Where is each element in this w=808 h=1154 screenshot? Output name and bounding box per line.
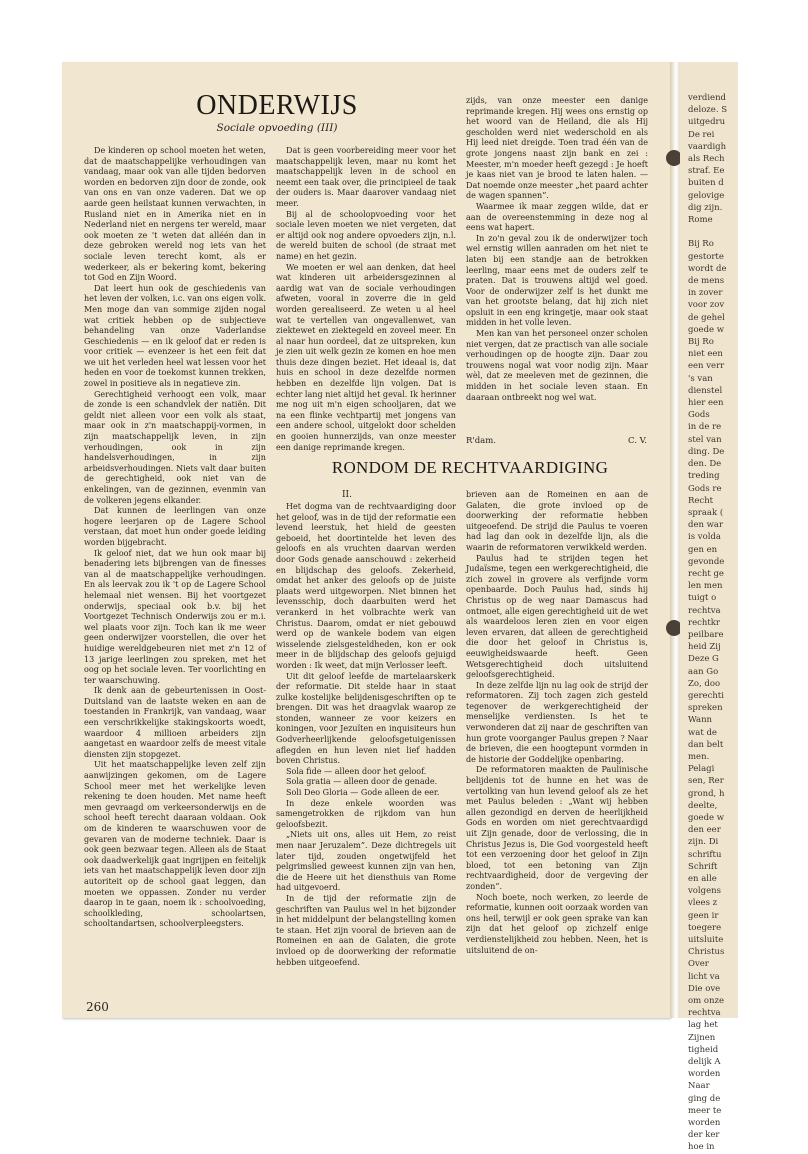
facing-page-line: Die ove bbox=[688, 983, 721, 994]
facing-page-line: vaardigh bbox=[688, 141, 727, 152]
facing-page-line: hoe in bbox=[688, 1142, 715, 1153]
paragraph: Ik geloof niet, dat we hun ook maar bij benadering iets bijbrengen van de finesses van al de maatschappelijke verhoudingen. En als leervak zou ik 't op de Lagere School helemaal niet wensen. Bij het voortgezet onderwijs, speciaal ook b.v. bij het Voortgezet Technisch Onderwijs zou er m.i. wel plaats voor zijn. Toch kan ik me weer geen onderwijzer voorstellen, die over het huidige wereldgebeuren niet met z'n 12 of 13 jarige leerlingen zou spreken, met het oog op het sociale leven. Ter voorlichting en ter waarschuwing. bbox=[84, 548, 266, 685]
facing-page-line: vlees z bbox=[688, 898, 718, 909]
facing-page-line: schriftu bbox=[688, 849, 722, 860]
facing-page-line: gevonde bbox=[688, 556, 725, 567]
paragraph: zijds, van onze meester een danige reprimande kregen. Hij wees ons ernstig op het woord van de Heiland, die als Hij gescholden werd niet wederschold en als Hij leed niet dreigde. Toen trad één van de grote jongens naast zijn bank en zei : Meester, m'n moeder heeft gezegd : Je hoeft je kaas niet van je brood te laten halen. — Dat noemde onze meester „het paard achter de wagen spannen”. bbox=[466, 96, 648, 201]
facing-page-line: Over bbox=[688, 959, 709, 970]
facing-page-line: treding bbox=[688, 471, 720, 482]
facing-page-line: gestorte bbox=[688, 251, 724, 262]
article2-column-3 bbox=[466, 490, 648, 994]
facing-page-line: den war bbox=[688, 520, 724, 531]
facing-page-line: der ker bbox=[688, 1130, 720, 1141]
facing-page-line: buiten d bbox=[688, 178, 724, 189]
facing-page-line: tigheid bbox=[688, 1044, 719, 1055]
facing-page-line: de gehel bbox=[688, 312, 725, 323]
facing-page-line: toegere bbox=[688, 922, 722, 933]
facing-page-line: Zijnen bbox=[688, 1032, 716, 1043]
paragraph: Sola fide — alleen door het geloof. bbox=[286, 766, 427, 776]
paragraph: Dat leert hun ook de geschiedenis van het leven der volken, i.c. van ons eigen volk. Men moge dan van sommige zijden nogal wat critiek hebben op de subjectieve behandeling van onze Vaderlandse Geschiedenis — en ik geloof dat er reden is voor critiek — evenzeer is het een feit dat we uit het verleden heel wat lessen voor het heden en voor de toekomst kunnen trekken, zowel in positieve als in negatieve zin. bbox=[84, 283, 266, 389]
paragraph: Dat kunnen de leerlingen van onze hogere leerjaren op de Lagere School verstaan, dat moet hun onder goede leiding worden bijgebracht. bbox=[84, 506, 266, 547]
facing-page-line: rechtva bbox=[688, 605, 721, 616]
facing-page-line: peilbare bbox=[688, 629, 724, 640]
facing-page-line: ding. De bbox=[688, 446, 725, 457]
facing-page-line: geen ir bbox=[688, 910, 719, 921]
author-initials: C. V. bbox=[628, 436, 647, 446]
facing-page-line: den. De bbox=[688, 459, 722, 470]
facing-page-line bbox=[688, 226, 808, 238]
facing-page-line: niet een bbox=[688, 349, 723, 360]
facing-page-line: uitgedru bbox=[688, 117, 726, 128]
paragraph: Ik denk aan de gebeurtenissen in Oost-Duitsland van de laatste weken en aan de toestanden in Frankrijk, van vandaag, waar een verschrikkelijke stakingskoorts woedt, waardoor 4 millioen arbeiders zijn aangetast en waardoor zelfs de meest vitale diensten zijn stopgezet. bbox=[84, 686, 266, 759]
facing-page-line: dienstel bbox=[688, 385, 723, 396]
facing-page-text bbox=[688, 92, 808, 1154]
facing-page-line: Christus bbox=[688, 947, 725, 958]
facing-page-line: grond, h bbox=[688, 788, 725, 799]
facing-page-line: stel van bbox=[688, 434, 722, 445]
paragraph: Dat is geen voorbereiding meer voor het maatschappelijk leven, maar nu komt het maatschappelijk leven in de school en neemt een taak over, die principieel de taak der ouders is. Maar daarover vandaag niet meer. bbox=[276, 146, 456, 208]
facing-page-line: delijk A bbox=[688, 1057, 721, 1068]
facing-page-line: verdiend bbox=[688, 93, 727, 103]
facing-page-line: deelte, bbox=[688, 800, 718, 811]
facing-page-line: sen, Rer bbox=[688, 776, 724, 787]
facing-page-line: gen en bbox=[688, 544, 718, 555]
facing-page-line: len men bbox=[688, 581, 723, 592]
article2-column-2 bbox=[276, 502, 456, 994]
facing-page-line: goede w bbox=[688, 324, 725, 335]
paragraph: Uit dit geloof leefde de martelaarskerk der reformatie. Dit stelde haar in staat zulke kostelijke belijdenisgeschriften op te brengen. Dit was het draagvlak waarop ze stonden, wanneer ze voor keizers en koningen, voor Jezuïten en inquisiteurs hun Godverheerlijkende geloofsgetuigenissen aflegden en hun leven niet lief hadden boven Christus. bbox=[276, 671, 456, 766]
facing-page-line: wat de bbox=[688, 727, 717, 738]
facing-page-line: Wann bbox=[688, 715, 713, 726]
facing-page-line: Bij Ro bbox=[688, 239, 714, 250]
facing-page-line: goede w bbox=[688, 812, 725, 823]
facing-page-line: Deze G bbox=[688, 654, 719, 665]
facing-page-line: als Rech bbox=[688, 154, 725, 165]
facing-page-line: De rei bbox=[688, 129, 715, 140]
magazine-page bbox=[62, 62, 670, 1018]
paragraph: Soli Deo Gloria — Gode alleen de eer. bbox=[286, 788, 440, 798]
paragraph: Gerechtigheid verhoogt een volk, maar de zonde is een schandvlek der natiën. Dit geldt niet alleen voor een volk als staat, maar ook in z'n maatschappij-vormen, in zijn maatschappelijk leven, in zijn verhoudingen, ook in zijn handelsverhoudingen, in zijn arbeidsverhoudingen. Niets valt daar buiten de gerechtigheid, ook niet van de enkelingen, van de gezinnen, evenmin van de volkeren jegens elkander. bbox=[84, 389, 266, 505]
paragraph: De kinderen op school moeten het weten, dat de maatschappelijke verhoudingen van vandaag, maar ook van alle tijden bedorven worden en bedorven zijn door de zonde, ook van ons en van onze vaderen. Dat we op aarde geen heilstaat kunnen verwachten, in Rusland niet en in Amerika niet en in Nederland niet en nergens ter wereld, maar ook moeten ze 't weten dat alléén dan in deze gebroken wereld nog iets van het sociale leven terecht komt, als er wederkeer, als er bekering komt, bekering tot God en Zijn Woord. bbox=[84, 146, 266, 283]
facing-page-line: gelovige bbox=[688, 190, 725, 201]
facing-page-line: spraak ( bbox=[688, 507, 724, 518]
facing-page-line: rechtva bbox=[688, 1008, 721, 1019]
paragraph: We moeten er wel aan denken, dat heel wat kinderen uit arbeidersgezinnen al aardig wat van de sociale verhoudingen afweten, vooral in zoverre die in geld worden gerealiseerd. Ze weten u al heel wat te vertellen van ongevallenwet, van ziektewet en ziektegeld en zoveel meer. En al naar hun oordeel, dat ze uitspreken, kun je zien uit welk gezin ze komen en hoe men thuis deze dingen beziet. Het ideaal is, dat huis en school in deze dezelfde normen hebben en dezelfde lijn volgen. Dat is echter lang niet altijd het geval. Ik herinner me nog uit m'n eigen schooljaren, dat we na een flinke vechtpartij met jongens van een andere school, uitgelokt door schelden en gooien hunnerzijds, van onze meester een danige reprimande kregen. bbox=[276, 262, 456, 452]
article1-column-3 bbox=[466, 96, 648, 430]
paragraph: Waarmee ik maar zeggen wilde, dat er aan de overeenstemming in deze nog al eens wat hapert. bbox=[466, 201, 648, 233]
paragraph: Bij al de schoolopvoeding voor het sociale leven moeten we niet vergeten, dat er altijd ook nog andere opvoeders zijn, n.l. de wereld buiten de school (de straat met name) en het gezin. bbox=[276, 209, 456, 261]
facing-page-line: uitsluite bbox=[688, 935, 724, 946]
paragraph: Men kan van het personeel onzer scholen niet vergen, dat ze practisch van alle sociale verhoudingen op de hoogte zijn. Daar zou trouwens nogal wat voor nodig zijn. Maar wèl, dat ze meeleven met de gezinnen, die midden in het sociale leven staan. En daaraan ontbreekt nog wel wat. bbox=[466, 329, 648, 402]
facing-page-line: een verr bbox=[688, 361, 725, 372]
facing-page-line: hier een bbox=[688, 398, 724, 409]
facing-page-line: zijn. Di bbox=[688, 837, 719, 848]
facing-page-line: Naar bbox=[688, 1081, 710, 1092]
paragraph: „Niets uit ons, alles uit Hem, zo reist men naar Jeruzalem”. Deze dichtregels uit later tijd, zouden ongetwijfeld het pelgrimslied geweest kunnen zijn van hen, die de Heere uit het diensthuis van Rome had uitgevoerd. bbox=[276, 830, 456, 893]
facing-page-line: Recht bbox=[688, 495, 714, 506]
paragraph: In de tijd der reformatie zijn de geschriften van Paulus wel in het bijzonder in het middelpunt der belangstelling komen te staan. Het zijn vooral de brieven aan de Romeinen en aan de Galaten, die grote invloed op de doorwerking der reformatie hebben uitgeoefend. bbox=[276, 893, 456, 967]
facing-page-line: tuigt o bbox=[688, 593, 717, 604]
facing-page-line: wordt de bbox=[688, 263, 727, 274]
facing-page-line: volgens bbox=[688, 886, 721, 897]
article-title-onderwijs: ONDERWIJS bbox=[196, 90, 358, 121]
facing-page-line: voor zov bbox=[688, 300, 725, 311]
facing-page-line: worden bbox=[688, 1118, 721, 1129]
facing-page-line: Pelagi bbox=[688, 764, 715, 775]
facing-page-line: en alle bbox=[688, 874, 717, 884]
paragraph: In zo'n geval zou ik de onderwijzer toch wel ernstig willen aanraden om het niet te laten bij een standje aan de betrokken leerling, maar eens met de ouders zelf te praten. Dat is trouwens altijd wel goed. Voor de onderwijzer zelf is het dunkt me van het grootste belang, dat hij zich niet opsluit in een eng kringetje, maar ook staat midden in het volle leven. bbox=[466, 233, 648, 328]
facing-page-line: meer te bbox=[688, 1105, 722, 1116]
facing-page-line: ging de bbox=[688, 1093, 721, 1104]
facing-page-line: de mens bbox=[688, 276, 725, 287]
facing-page-line: lag het bbox=[688, 1020, 718, 1031]
facing-page-line: Gods bbox=[688, 410, 710, 421]
paragraph: De reformatoren maakten de Paulinische belijdenis tot de hunne en het was de vertolking van hun levend geloof als ze het met Paulus beleden : „Want wij hebben allen gezondigd en derven de heerlijkheid Gods en worden om niet gerechtvaardigd uit Zijn genade, door de verlossing, die in Christus Jezus is, Die God voorgesteld heeft tot een verzoening door het geloof in Zijn bloed, tot een betoning van Zijn rechtvaardigheid, door de vergeving der zonden”. bbox=[466, 765, 648, 891]
facing-page-line: dan belt bbox=[688, 739, 724, 750]
page-number: 260 bbox=[86, 1000, 109, 1014]
paragraph: Paulus had te strijden tegen het Judaïsme, tegen een werkgerechtigheid, die zich zowel in grovere als verfijnde vorm openbaarde. Doch Paulus had, sinds hij Christus op de weg naar Damascus had ontmoet, alle eigen gerechtigheid uit de wet als waardeloos leren zien en voor eigen leven ervaren, dat alleen de gerechtigheid die door het geloof in Christus is, eeuwigheidswaarde heeft. Geen Wetsgerechtigheid doch uitsluitend geloofsgerechtigheid. bbox=[466, 553, 648, 680]
facing-page-line: worden bbox=[688, 1069, 721, 1080]
facing-page-line: rechtkr bbox=[688, 617, 720, 628]
paragraph: Sola gratia — alleen door de genade. bbox=[286, 777, 438, 787]
paragraph: In deze enkele woorden was samengetrokken de rijkdom van hun geloofsbezit. bbox=[276, 798, 456, 829]
article1-column-1 bbox=[84, 146, 266, 994]
article-title-rechtvaardiging: RONDOM DE RECHTVAARDIGING bbox=[331, 458, 609, 477]
facing-page-line: 's van bbox=[688, 373, 713, 384]
facing-page-line: recht ge bbox=[688, 568, 724, 579]
facing-page-line: is volda bbox=[688, 532, 721, 543]
facing-page-line: Rome bbox=[688, 215, 713, 226]
facing-page-line: men. bbox=[688, 751, 710, 762]
facing-page-line: spreken bbox=[688, 703, 723, 714]
facing-page-line: straf. Ee bbox=[688, 166, 725, 177]
facing-page-line: in de re bbox=[688, 422, 722, 433]
facing-page-edge bbox=[680, 62, 738, 1153]
facing-page-line: dig zijn. bbox=[688, 202, 723, 213]
facing-page-line: Zo, doo bbox=[688, 678, 721, 689]
section-number: II. bbox=[342, 490, 352, 500]
place-signature: R'dam. bbox=[466, 436, 497, 446]
facing-page-line: gerechti bbox=[688, 690, 724, 701]
facing-page-line: heid Zij bbox=[688, 642, 721, 653]
facing-page-line: om onze bbox=[688, 996, 724, 1007]
paragraph: Noch boete, noch werken, zo leerde de reformatie, kunnen ooit oorzaak worden van ons heil, terwijl er ook geen sprake van kan zijn dat het geloof op zichzelf enige verdienstelijkheid zou hebben. Neen, het is uitsluitend de on- bbox=[466, 892, 648, 955]
facing-page-line: Bij Ro bbox=[688, 337, 714, 348]
article-subtitle: Sociale opvoeding (III) bbox=[216, 122, 338, 134]
paragraph: Uit het maatschappelijke leven zelf zijn aanwijzingen gekomen, om de Lagere School meer met het werkelijke leven rekening te doen houden. Met name heeft men gevraagd om verkeersonderwijs en de school heeft terecht daaraan voldaan. Ook om de kinderen te waarschuwen voor de gevaren van de moderne techniek. Daar is ook geen bezwaar tegen. Alleen als de Staat ook daadwerkelijk gaat ingrijpen en feitelijk iets van het maatschappelijk leven door zijn autoriteit op de school gaat leggen, dan moeten we oppassen. Zonder nu verder daarop in te gaan, noem ik : schoolvoeding, schoolkleding, schoolartsen, schooltandartsen, schoolverpleegsters. bbox=[84, 760, 266, 929]
paragraph: brieven aan de Romeinen en aan de Galaten, die grote invloed op de doorwerking der reformatie hebben uitgeoefend. De strijd die Paulus te voeren had lag dan ook in dezelfde lijn, als die waarin de reformatoren verwikkeld werden. bbox=[466, 490, 648, 552]
paragraph: Het dogma van de rechtvaardiging door het geloof, was in de tijd der reformatie een levend leerstuk, het hield de geesten geboeid, het doortintelde het leven des geloofs en als vruchten daarvan werden door Gods genade aanschouwd : zekerheid en blijdschap des geloofs. Zekerheid, omdat het anker des geloofs op de juiste plaats werd uitgeworpen. Niet binnen het levensschip, doch daarbuiten werd het verankerd in het volbrachte werk van Christus. Daarom, omdat er niet gebouwd werd op de wankele bodem van eigen wisselende zielsgesteldheden, kon er ook meer in de blijdschap des geloofs gejuigd worden : Ik weet, dat mijn Verlosser leeft. bbox=[276, 502, 456, 670]
facing-page-line: Gods re bbox=[688, 483, 722, 494]
book-spine-fold bbox=[670, 62, 680, 1018]
facing-page-line: Schrift bbox=[688, 861, 718, 872]
article1-column-2 bbox=[276, 146, 456, 452]
facing-page-line: aan Go bbox=[688, 666, 719, 677]
facing-page-line: den eer bbox=[688, 825, 721, 836]
facing-page-line: licht va bbox=[688, 971, 720, 982]
facing-page-line: deloze. S bbox=[688, 105, 728, 116]
facing-page-line: in zover bbox=[688, 288, 723, 299]
paragraph: In deze zelfde lijn nu lag ook de strijd der reformatoren. Zij toch zagen zich gesteld tegenover de werkgerechtigheid der menselijke verdiensten. Is het te verwonderen dat zij naar de geschriften van hun grote voorganger Paulus grepen ? Naar de brieven, die een hoogtepunt vormden in de historie der Goddelijke openbaring. bbox=[466, 680, 648, 764]
